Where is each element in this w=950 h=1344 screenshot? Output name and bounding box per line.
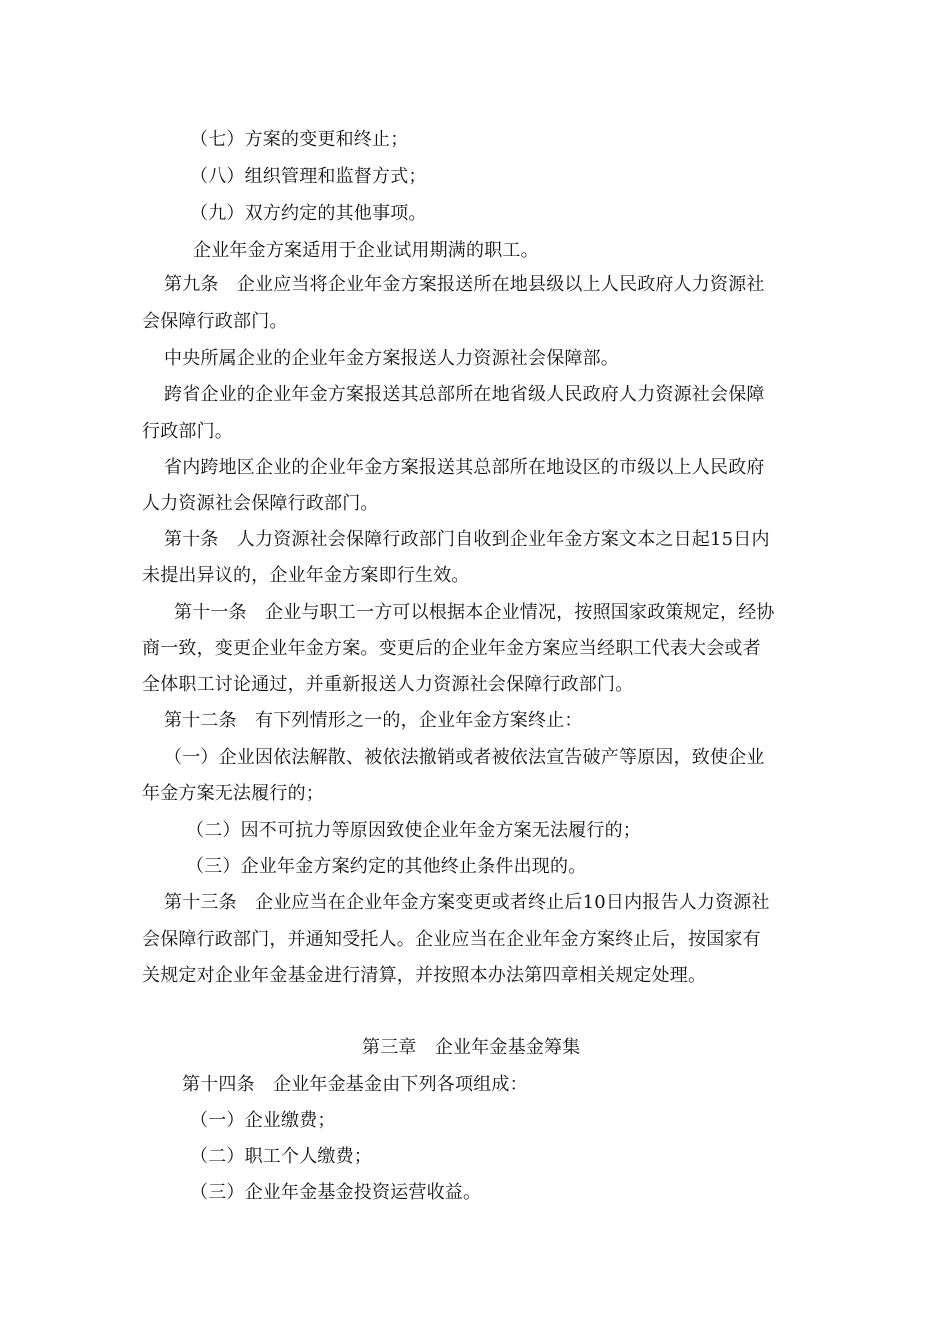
list-item-7-text: （七）方案的变更和终止； <box>190 129 409 150</box>
paragraph-text-cont: 行政部门。 <box>142 421 233 442</box>
list-item-text: （一）企业因依法解散、被依法撤销或者被依法宣告破产等原因，致使企业 <box>164 747 765 768</box>
list-item-text: （一）企业缴费； <box>190 1110 336 1131</box>
list-item-text: （二）因不可抗力等原因致使企业年金方案无法履行的； <box>186 820 641 841</box>
paragraph-text: 省内跨地区企业的企业年金方案报送其总部所在地设区的市级以上人民政府 <box>164 457 765 478</box>
article-11-text-cont: 商一致，变更企业年金方案。变更后的企业年金方案应当经职工代表大会或者 <box>142 638 761 659</box>
list-item-text: （三）企业年金基金投资运营收益。 <box>190 1182 482 1203</box>
list-item-text: （二）职工个人缴费； <box>190 1146 372 1167</box>
chapter-heading: 第三章 企业年金基金筹集 <box>362 1037 581 1058</box>
article-11-text: 第十一条 企业与职工一方可以根据本企业情况，按照国家政策规定，经协 <box>174 602 775 623</box>
paragraph-text: 企业年金方案适用于企业试用期满的职工。 <box>193 240 539 261</box>
article-10-text-cont: 未提出异议的，企业年金方案即行生效。 <box>142 565 470 586</box>
article-9-text: 第九条 企业应当将企业年金方案报送所在地县级以上人民政府人力资源社 <box>164 274 765 295</box>
article-10-text: 第十条 人力资源社会保障行政部门自收到企业年金方案文本之日起15日内 <box>164 529 770 550</box>
article-13-text-cont: 关规定对企业年金基金进行清算，并按照本办法第四章相关规定处理。 <box>142 965 707 986</box>
paragraph-text: 跨省企业的企业年金方案报送其总部所在地省级人民政府人力资源社会保障 <box>164 384 765 405</box>
article-12-text: 第十二条 有下列情形之一的，企业年金方案终止： <box>164 710 583 731</box>
article-13-text: 第十三条 企业应当在企业年金方案变更或者终止后10日内报告人力资源社 <box>164 892 770 913</box>
list-item-8-text: （八）组织管理和监督方式； <box>190 166 427 187</box>
paragraph-text: 中央所属企业的企业年金方案报送人力资源社会保障部。 <box>164 348 619 369</box>
article-14-text: 第十四条 企业年金基金由下列各项组成： <box>182 1074 528 1095</box>
article-9-text-cont: 会保障行政部门。 <box>142 311 288 332</box>
list-item-9-text: （九）双方约定的其他事项。 <box>190 203 427 224</box>
list-item-text: （三）企业年金方案约定的其他终止条件出现的。 <box>186 856 587 877</box>
paragraph-text-cont: 人力资源社会保障行政部门。 <box>142 493 379 514</box>
article-11-text-cont: 全体职工讨论通过，并重新报送人力资源社会保障行政部门。 <box>142 674 634 695</box>
list-item-text-cont: 年金方案无法履行的； <box>142 783 324 804</box>
article-13-text-cont: 会保障行政部门，并通知受托人。企业应当在企业年金方案终止后，按国家有 <box>142 929 761 950</box>
